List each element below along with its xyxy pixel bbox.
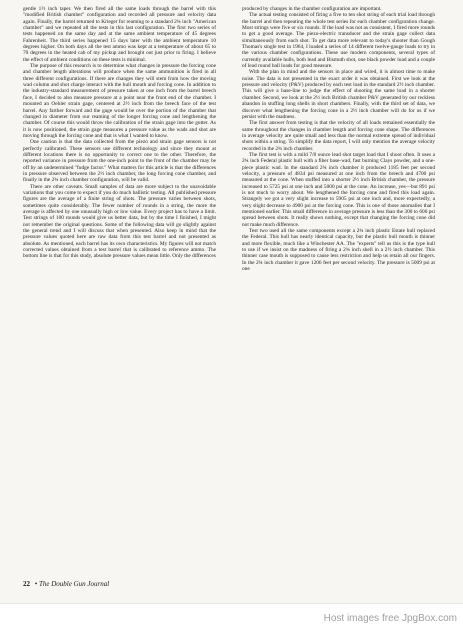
page-footer <box>23 580 109 588</box>
article-right-column <box>242 6 435 272</box>
publication-name: The Double Gun Journal <box>38 580 110 588</box>
paragraph: The first answer from testing is that the velocity of all loads remained essentially the same throughout the changes in chamber length and forcing cone shape. The differences in average velocity are quite small and less than the normal extreme spread of individual shots within a string. To simplify the data report, I will only mention the average velocity recorded in the 2¾ inch chamber. <box>242 120 435 152</box>
paragraph: There are other caveats. Small samples of data are more subject to the unavoidable variations that you come to expect if you do much ballistic testing. All published pressure figures are the average of a finite string of shots. The pressure varies between shots, sometimes quite considerably. The fewer number of rounds in a string, the more the average is affected by one unusually high or low value. Every project has to have a limit. Test strings of 100 rounds would give us better data, but by the time I finished, I might not remember the original questions. Some of the following data will go slightly against the general trend and I will discuss that when presented. Also keep in mind that the pressure values quoted here are raw data from this test barrel and not presented as absolute. As mentioned, each barrel has its own characteristics. My figures will not match corrected values obtained from a test barrel that is calibrated to reference ammo. The bottom line is that for this study, absolute pressure values mean little. Only the differences <box>23 183 216 260</box>
image-host-bar <box>0 603 463 631</box>
page-number: 22 <box>23 580 30 588</box>
paragraph: One caution is that the data collected from the piezo and strain gage sensors is not perfectly calibrated. These sensors use different technology and since they mount at different locations there is no opportunity to correct one to the other. Therefore, the reported variance in pressure from the one-inch point to the front of the chamber may be off by an undetermined "fudge factor." What matters for this article is that the differences in pressure observed between the 2½ inch chamber, the long forcing cone chamber, and finally in the 2¾ inch chamber configuration, will be valid. <box>23 139 216 184</box>
paragraph: The first test is with a mild 7/8 ounce lead shot target load that I shoot often. It uses a 2¾ inch Federal plastic hull with a fiber base-wad, fast burning Clays powder, and a one-piece plastic wad. In the standard 2¾ inch chamber it produced 1185 feet per second velocity, a pressure of 4834 psi measured at one inch from the breech and 4700 psi measured at the cone. When stuffed into a shorter 2½ inch British chamber, the pressure increased to 5725 psi at one inch and 5000 psi at the cone. An increase, yes—but 891 psi is not much to worry about. We lengthened the forcing cone and fired this load again. Strangely we got a very slight increase to 5905 psi at one inch and, more expectedly, a very slight decrease to 4900 psi at the forcing cone. This is one of those anomalies that I mentioned earlier. This small difference in average pressure is less than the 300 to 600 psi spread between shots. It really shows nothing, except that changing the forcing cone did not make much difference. <box>242 151 435 228</box>
paragraph: The purpose of this research is to determine what changes in pressure the forcing cone and chamber length alterations will produce when the same ammunition is fired in all three different configurations. If there are changes they will stem from how the moving wad column and shot charge interact with the hull mouth and forcing cone. In addition to the industry-standard measurement of pressure taken at one inch from the barrel breech face, I decided to also measure pressure at a point near the front end of the chamber. I mounted an Oehler strain gage, centered at 2½ inch from the breech face of the test barrel. Any farther forward and the gage would be over the portion of the chamber that changed in diameter from our reaming of the longer forcing cone and lengthening the chamber. Of course this would throw the calibration of the strain gage into the gutter. As it is now positioned, the strain gage measures a pressure value as the wads and shot are moving through the forcing cone and that is what I wanted to know. <box>23 63 216 139</box>
watermark-text[interactable]: Host images free JpgBox.com <box>323 613 457 624</box>
paragraph: gentle 1½ inch taper. We then fired all the same loads through the barrel with this "modified British chamber" configuration and recorded all pressure and velocity data again. Finally, the barrel returned to Krieger for reaming to a standard 2¾ inch "American chamber" and we repeated all the tests in this last configuration. The first two series of tests happened on the same day and at the same ambient temperature of 45 degrees Fahrenheit. The third series happened 15 days later with the ambient temperature 10 degrees higher. On both days all the test ammo was kept at a temperature of about 65 to 70 degrees in the heated cab of my pickup and brought out just prior to firing. I believe the effect of ambient conditions on these tests is minimal. <box>23 6 216 63</box>
paragraph: Test two used all the same components except a 2¾ inch plastic Estate hull replaced the Federal. This hull has nearly identical capacity, but the plastic hull mouth is thinner and more flexible, much like a Winchester AA. The "experts" tell us this is the type hull to use if we insist on the madness of firing a 2¾ inch shell in a 2½ inch chamber. This thinner case mouth is supposed to cause less restriction and help us retain all our fingers. In the 2¾ inch chamber it gave 1206 feet per second velocity. The pressure is 5009 psi at one <box>242 228 435 273</box>
footer-separator: • <box>34 580 38 588</box>
article-left-column <box>23 6 216 260</box>
paragraph: produced by changes in the chamber configuration are important. <box>242 6 382 12</box>
paragraph: The actual testing consisted of firing a five to ten shot string of each trial load through the barrel and then repeating the whole test series for each chamber configuration change. Most strings were five or six rounds. If the load was not as consistent, I fired more rounds to get a good average. The piezo-electric transducer and the strain gage collect data simultaneously from each shot. To get data more relevant to today's shooter than Gough Thomas's single test in 1964, I loaded a series of 14 different twelve-gauge loads to try in the various chamber configurations. These use modern components, several types of currently available hulls, both lead and Bismuth shot, one black powder load and a couple of lead round ball loads for good measure. <box>242 12 435 70</box>
paragraph: With the plan in mind and the sensors in place and wired, it is almost time to make noise. The data is not presented in the exact order it was obtained. First we look at the pressure and velocity (P&V) produced by each test load in the standard 2½ inch chamber. This will give a base-line to judge the effect of shooting the same load in a shorter chamber. Second, we look at the 2½ inch British chamber P&V generated by our reckless abandon in stuffing long shells in short chambers. Finally, with the third set of data, we discover what lengthening the forcing cone in a 2½ inch chamber will do for us if we persist with the madness. <box>242 69 435 120</box>
